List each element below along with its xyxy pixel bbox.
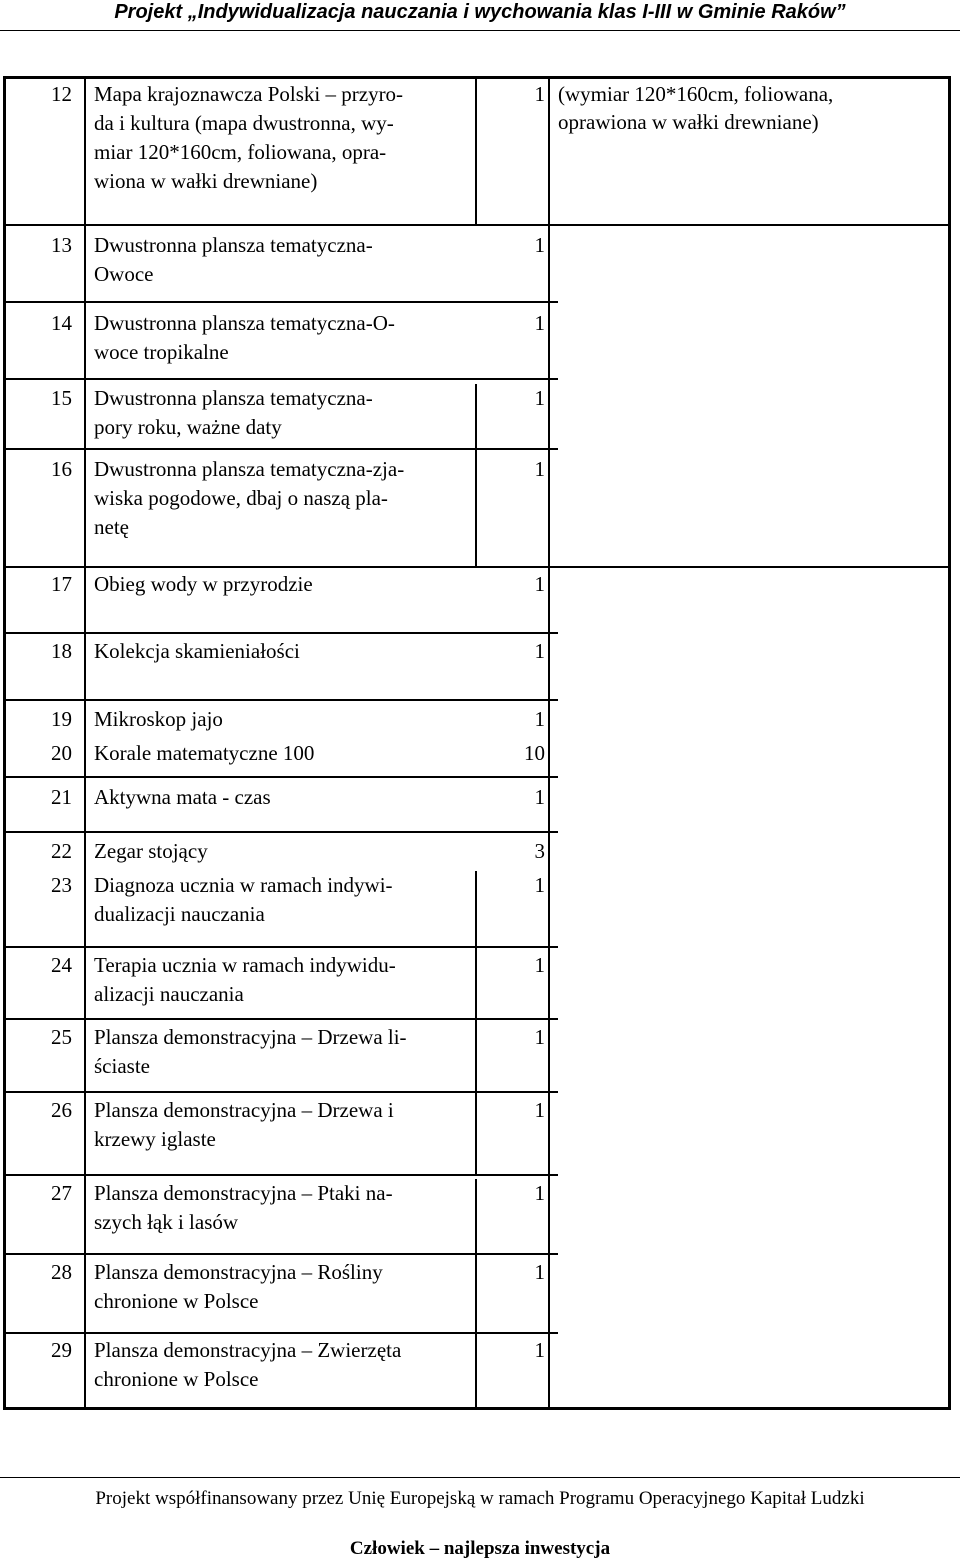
column-divider: [84, 79, 86, 1408]
item-number: 13: [51, 233, 72, 257]
item-quantity: 3: [534, 839, 545, 863]
item-name-line: szych łąk i lasów: [94, 1210, 239, 1234]
item-number: 22: [51, 839, 72, 863]
item-name-line: Zegar stojący: [94, 839, 208, 863]
item-name-line: chronione w Polsce: [94, 1367, 259, 1391]
item-number: 25: [51, 1025, 72, 1049]
item-name-line: Mapa krajoznawcza Polski – przyro-: [94, 82, 404, 106]
footer-divider: [0, 1477, 960, 1478]
row-divider: [6, 632, 558, 634]
item-quantity: 1: [534, 1260, 545, 1284]
item-name-line: miar 120*160cm, foliowana, opra-: [94, 140, 387, 164]
item-name-line: Plansza demonstracyjna – Drzewa i: [94, 1098, 394, 1122]
item-quantity: 1: [534, 1181, 545, 1205]
item-name-line: Owoce: [94, 262, 154, 286]
item-number: 21: [51, 785, 72, 809]
row-divider: [6, 831, 558, 833]
item-name-line: Dwustronna plansza tematyczna-zja-: [94, 457, 405, 481]
item-number: 12: [51, 82, 72, 106]
item-quantity: 1: [534, 82, 545, 106]
item-quantity: 1: [534, 1338, 545, 1362]
item-number: 24: [51, 953, 72, 977]
row-divider: [6, 699, 558, 701]
item-name-line: ściaste: [94, 1054, 150, 1078]
item-name-line: krzewy iglaste: [94, 1127, 216, 1151]
column-divider: [475, 79, 477, 224]
item-number: 16: [51, 457, 72, 481]
item-number: 19: [51, 707, 72, 731]
item-number: 18: [51, 639, 72, 663]
header-divider: [0, 30, 960, 31]
item-number: 14: [51, 311, 72, 335]
item-name-line: Kolekcja skamieniałości: [94, 639, 300, 663]
item-number: 29: [51, 1338, 72, 1362]
row-divider: [6, 224, 951, 226]
footer-slogan: Człowiek – najlepsza inwestycja: [349, 1538, 611, 1559]
row-divider: [6, 378, 558, 380]
item-name-line: pory roku, ważne daty: [94, 415, 282, 439]
column-divider: [475, 871, 477, 1174]
item-quantity: 1: [534, 1098, 545, 1122]
item-notes-line: oprawiona w wałki drewniane): [558, 110, 819, 134]
item-name-line: Terapia ucznia w ramach indywidu-: [94, 953, 396, 977]
item-name-line: Aktywna mata - czas: [94, 785, 271, 809]
item-quantity: 1: [534, 785, 545, 809]
item-quantity: 1: [534, 1025, 545, 1049]
item-notes-line: (wymiar 120*160cm, foliowana,: [558, 82, 834, 106]
item-name-line: Plansza demonstracyjna – Rośliny: [94, 1260, 383, 1284]
item-quantity: 1: [534, 639, 545, 663]
item-quantity: 1: [534, 953, 545, 977]
item-name-line: woce tropikalne: [94, 340, 229, 364]
item-name-line: chronione w Polsce: [94, 1289, 259, 1313]
item-name-line: Korale matematyczne 100: [94, 741, 315, 765]
item-name-line: da i kultura (mapa dwustronna, wy-: [94, 111, 394, 135]
item-quantity: 1: [534, 707, 545, 731]
item-quantity: 10: [524, 741, 545, 765]
item-name-line: Mikroskop jajo: [94, 707, 223, 731]
item-name-line: Dwustronna plansza tematyczna-: [94, 386, 373, 410]
item-number: 27: [51, 1181, 72, 1205]
page-header: Projekt „Indywidualizacja nauczania i wychowania klas I-III w Gminie Raków”: [114, 1, 846, 23]
item-name-line: dualizacji nauczania: [94, 902, 265, 926]
item-number: 20: [51, 741, 72, 765]
row-divider: [6, 1174, 558, 1176]
footer-funding-note: Projekt współfinansowany przez Unię Europejską w ramach Programu Operacyjnego Kapitał Ludzki: [95, 1488, 865, 1509]
item-quantity: 1: [534, 386, 545, 410]
item-name-line: Dwustronna plansza tematyczna-O-: [94, 311, 395, 335]
item-name-line: alizacji nauczania: [94, 982, 244, 1006]
item-number: 15: [51, 386, 72, 410]
item-quantity: 1: [534, 572, 545, 596]
item-name-line: Obieg wody w przyrodzie: [94, 572, 313, 596]
item-name-line: Plansza demonstracyjna – Zwierzęta: [94, 1338, 402, 1362]
item-number: 17: [51, 572, 72, 596]
row-divider: [6, 566, 951, 568]
item-name-line: Dwustronna plansza tematyczna-: [94, 233, 373, 257]
item-number: 26: [51, 1098, 72, 1122]
item-quantity: 1: [534, 457, 545, 481]
item-name-line: netę: [94, 515, 129, 539]
item-name-line: Plansza demonstracyjna – Drzewa li-: [94, 1025, 407, 1049]
item-name-line: wiona w wałki drewniane): [94, 169, 318, 193]
item-quantity: 1: [534, 233, 545, 257]
item-quantity: 1: [534, 311, 545, 335]
item-quantity: 1: [534, 873, 545, 897]
item-name-line: Diagnoza ucznia w ramach indywi-: [94, 873, 393, 897]
item-name-line: wiska pogodowe, dbaj o naszą pla-: [94, 486, 388, 510]
item-number: 23: [51, 873, 72, 897]
row-divider: [6, 301, 558, 303]
column-divider: [548, 79, 550, 1408]
column-divider: [475, 1179, 477, 1408]
row-divider: [6, 776, 558, 778]
column-divider: [475, 384, 477, 566]
item-name-line: Plansza demonstracyjna – Ptaki na-: [94, 1181, 393, 1205]
item-number: 28: [51, 1260, 72, 1284]
